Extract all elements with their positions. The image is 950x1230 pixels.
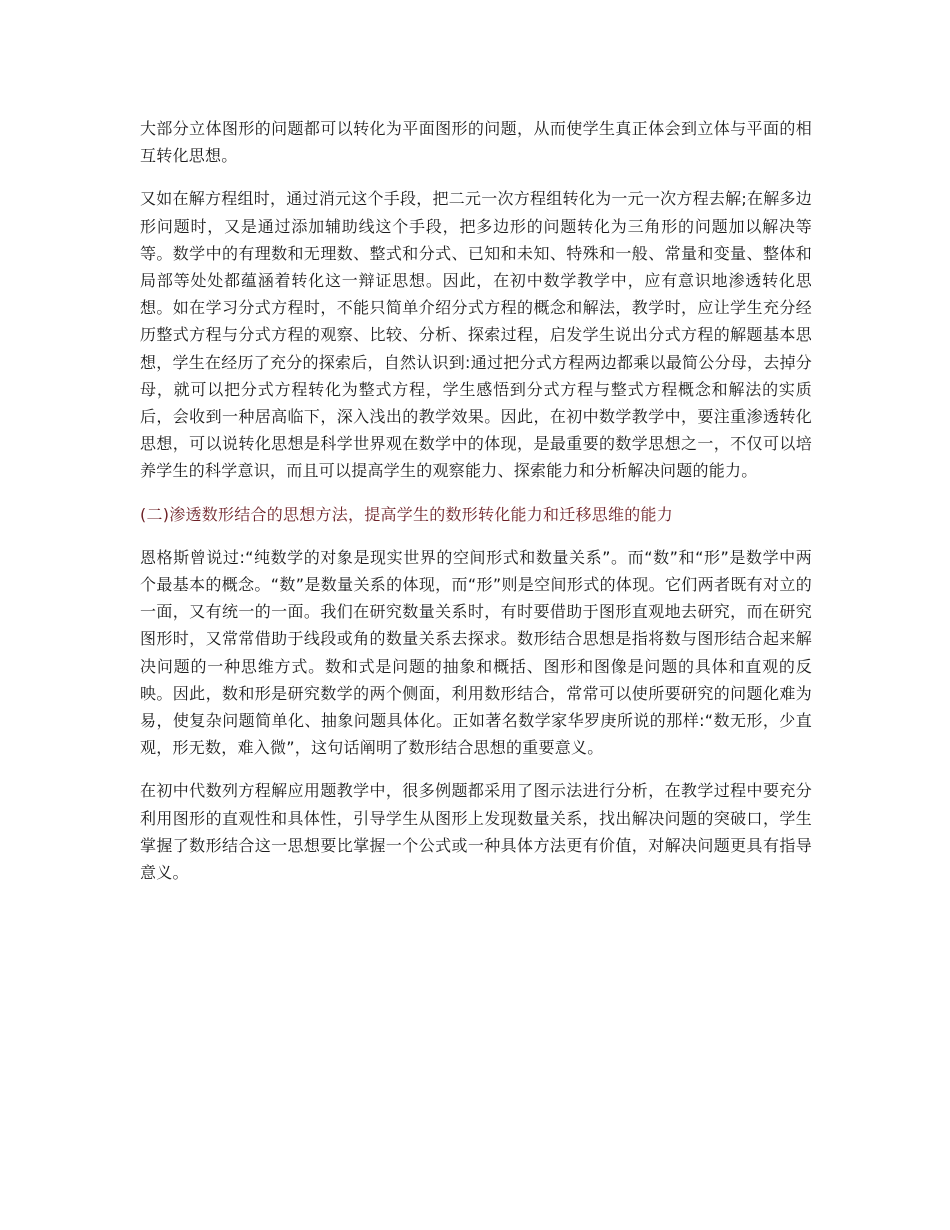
section-heading-number-shape: (二)渗透数形结合的思想方法，提高学生的数形转化能力和迁移思维的能力 [140, 504, 673, 524]
paragraph-solid-plane-conversion: 大部分立体图形的问题都可以转化为平面图形的问题，从而使学生真正体会到立体与平面的相互转化思想。 [140, 119, 812, 166]
paragraph-engels-number-shape: 恩格斯曾说过:“纯数学的对象是现实世界的空间形式和数量关系”。而“数”和“形”是数学中两个最基本的概念。“数”是数量关系的体现，而“形”则是空间形式的体现。它们两者既有对立的一面，又有统一的一面。我们在研究数量关系时，有时要借助于图形直观地去研究，而在研究图形时，又常常借助于线段或角的数量关系去探求。数形结合思想是指将数与图形结合起来解决问题的一种思维方式。数和式是问题的抽象和概括、图形和图像是问题的具体和直观的反映。因此，数和形是研究数学的两个侧面，利用数形结合，常常可以使所要研究的问题化难为易，使复杂问题简单化、抽象问题具体化。正如著名数学家华罗庚所说的那样:“数无形，少直观，形无数，难入微”，这句话阐明了数形结合思想的重要意义。 [140, 547, 812, 758]
document-page [140, 115, 812, 902]
paragraph-word-problems-diagrams: 在初中代数列方程解应用题教学中，很多例题都采用了图示法进行分析，在教学过程中要充分利用图形的直观性和具体性，引导学生从图形上发现数量关系，找出解决问题的突破口，学生掌握了数形结合这一思想要比掌握一个公式或一种具体方法更有价值，对解决问题更具有指导意义。 [140, 781, 812, 883]
paragraph-conversion-thinking: 又如在解方程组时，通过消元这个手段，把二元一次方程组转化为一元一次方程去解;在解多边形问题时，又是通过添加辅助线这个手段，把多边形的问题转化为三角形的问题加以解决等等。数学中的有理数和无理数、整式和分式、已知和未知、特殊和一般、常量和变量、整体和局部等处处都蕴涵着转化这一辩证思想。因此，在初中数学教学中，应有意识地渗透转化思想。如在学习分式方程时，不能只简单介绍分式方程的概念和解法，教学时，应让学生充分经历整式方程与分式方程的观察、比较、分析、探索过程，启发学生说出分式方程的解题基本思想，学生在经历了充分的探索后，自然认识到:通过把分式方程两边都乘以最简公分母，去掉分母，就可以把分式方程转化为整式方程，学生感悟到分式方程与整式方程概念和解法的实质后，会收到一种居高临下，深入浅出的教学效果。因此，在初中数学教学中，要注重渗透转化思想，可以说转化思想是科学世界观在数学中的体现，是最重要的数学思想之一，不仅可以培养学生的科学意识，而且可以提高学生的观察能力、探索能力和分析解决问题的能力。 [140, 189, 812, 481]
